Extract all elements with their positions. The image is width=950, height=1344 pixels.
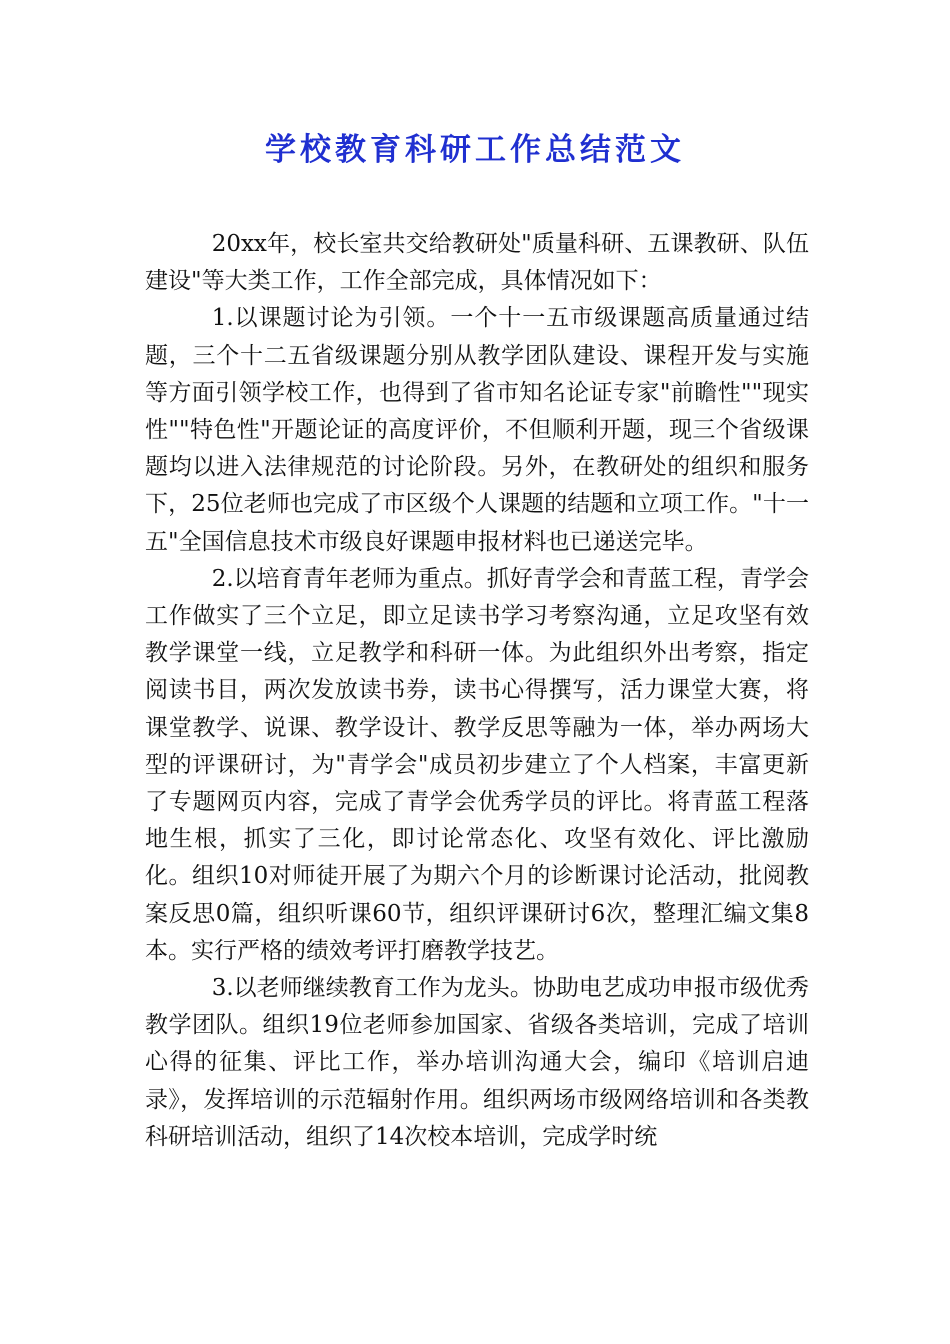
paragraph-young-teachers: 2.以培育青年老师为重点。抓好青学会和青蓝工程，青学会工作做实了三个立足，即立足读书学习考察沟通，立足攻坚有效教学课堂一线，立足教学和科研一体。为此组织外出考察，指定阅读书目，两次发放读书券，读书心得撰写，活力课堂大赛，将课堂教学、说课、教学设计、教学反思等融为一体，举办两场大型的评课研讨，为"青学会"成员初步建立了个人档案，丰富更新了专题网页内容，完成了青学会优秀学员的评比。将青蓝工程落地生根，抓实了三化，即讨论常态化、攻坚有效化、评比激励化。组织10对师徒开展了为期六个月的诊断课讨论活动，批阅教案反思0篇，组织听课60节，组织评课研讨6次，整理汇编文集8本。实行严格的绩效考评打磨教学技艺。: [145, 565, 809, 964]
document-body: [145, 226, 809, 1156]
paragraph-research-topics: 1.以课题讨论为引领。一个十一五市级课题高质量通过结题，三个十二五省级课题分别从教学团队建设、课程开发与实施等方面引领学校工作，也得到了省市知名论证专家"前瞻性""现实性""特色性"开题论证的高度评价，不但顺利开题，现三个省级课题均以进入法律规范的讨论阶段。另外，在教研处的组织和服务下，25位老师也完成了市区级个人课题的结题和立项工作。"十一五"全国信息技术市级良好课题申报材料也已递送完毕。: [145, 305, 809, 555]
document-title: 学校教育科研工作总结范文: [265, 132, 685, 168]
paragraph-intro: 20xx年，校长室共交给教研处"质量科研、五课教研、队伍建设"等大类工作，工作全部完成，具体情况如下：: [145, 231, 809, 295]
paragraph-continuing-education: 3.以老师继续教育工作为龙头。协助电艺成功申报市级优秀教学团队。组织19位老师参加国家、省级各类培训，完成了培训心得的征集、评比工作，举办培训沟通大会，编印《培训启迪录》，发挥培训的示范辐射作用。组织两场市级网络培训和各类教科研培训活动，组织了14次校本培训，完成学时统: [145, 975, 809, 1150]
